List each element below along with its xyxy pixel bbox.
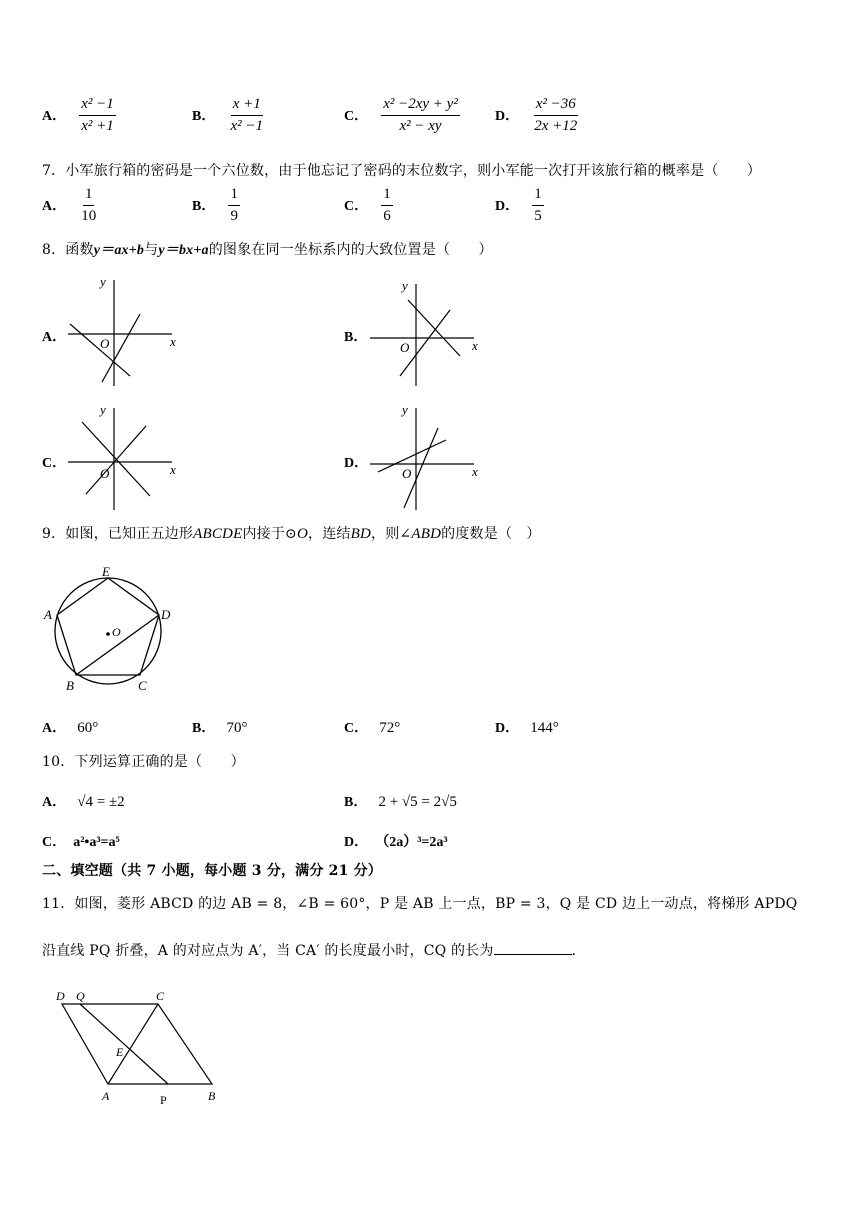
option-label: A．: [42, 109, 67, 124]
origin-label: O: [400, 340, 410, 355]
label-b: B: [208, 1089, 216, 1103]
section-heading: 二、填空题（共 7 小题，每小题 3 分，满分 21 分）: [42, 863, 383, 879]
label-o: O: [112, 625, 121, 639]
origin-label: O: [100, 336, 110, 351]
q10-text: 10．下列运算正确的是（ ）: [42, 754, 245, 770]
fraction: $\frac{1}{10}$: [81, 186, 97, 224]
q8-graph-d: [368, 398, 484, 516]
y-axis-label: y: [402, 278, 408, 293]
q9-options: [42, 717, 842, 737]
segment-pq: [80, 1004, 168, 1084]
label-d: D: [161, 607, 171, 622]
q10-option-c: C． a²•a³=a⁵: [42, 835, 120, 850]
q9-text: 9．如图，已知正五边形ABCDE内接于⊙O，连结BD，则∠ABD的度数是（ ）: [42, 526, 541, 542]
q8-option-c-label: C．: [42, 456, 67, 471]
diagonal-ac: [108, 1004, 158, 1084]
segment-bd: [76, 615, 159, 675]
q7-options: [42, 186, 842, 232]
q6-option-d: [495, 96, 579, 135]
q8-graph-a: [66, 272, 182, 390]
label-p: P: [160, 1093, 167, 1107]
fraction: $\frac{1}{9}$: [230, 186, 238, 224]
x-axis-label: x: [472, 338, 478, 353]
fraction: $\frac{1}{5}$: [534, 186, 542, 224]
label-e: E: [116, 1045, 124, 1059]
q7-option-d: D． $\frac{1}{5}$: [495, 186, 542, 224]
q9-option-c: C． 72°: [344, 720, 401, 736]
center-point: [106, 632, 110, 636]
label-c: C: [138, 678, 147, 693]
label-q: Q: [76, 989, 85, 1003]
q6-option-c: [344, 96, 460, 135]
q10-option-b: B． 2 + √5 = 2√5: [344, 794, 457, 810]
x-axis-label: x: [170, 462, 176, 477]
y-axis-label: y: [100, 402, 106, 417]
q8-option-d-label: D．: [344, 456, 369, 471]
label-a: A: [102, 1089, 110, 1103]
q7-option-c: C． $\frac{1}{6}$: [344, 186, 391, 224]
fraction: $\frac{\text{x² −2xy + y²}}{\text{x² − xy}}$: [383, 96, 458, 134]
q9-option-b: B． 70°: [192, 720, 248, 736]
q8-option-a-label: A．: [42, 330, 67, 345]
x-axis-label: x: [170, 334, 176, 349]
q6-options: [42, 96, 842, 144]
x-axis-label: x: [472, 464, 478, 479]
option-label: B．: [192, 109, 216, 124]
origin-label: O: [402, 466, 412, 481]
q7-option-b: B． $\frac{1}{9}$: [192, 186, 238, 224]
fraction: $\frac{\text{x² −36}}{2x +12}$: [534, 96, 578, 134]
q8-graph-b: [368, 272, 484, 390]
q7-text: 7．小军旅行箱的密码是一个六位数，由于他忘记了密码的末位数字，则小军能一次打开该旅行箱的概率是（ ）: [42, 163, 762, 179]
origin-label: O: [100, 466, 110, 481]
q6-option-a: [42, 96, 116, 135]
q8-option-b-label: B．: [344, 330, 368, 345]
answer-blank[interactable]: [494, 940, 572, 955]
q9-option-d: D． 144°: [495, 720, 559, 736]
q8-text: 8．函数y＝ax+b与y＝bx+a的图象在同一坐标系内的大致位置是（ ）: [42, 242, 493, 258]
line-1: [378, 440, 446, 472]
label-c: C: [156, 989, 165, 1003]
option-label: C．: [344, 109, 369, 124]
circle-o: [55, 578, 161, 684]
q11-line-2: 沿直线 PQ 折叠，A 的对应点为 A′，当 CA′ 的长度最小时，CQ 的长为 ．: [42, 940, 586, 960]
y-axis-label: y: [100, 274, 106, 289]
q9-option-a: A． 60°: [42, 720, 99, 736]
q11-rhombus-figure: [50, 984, 230, 1110]
y-axis-label: y: [402, 402, 408, 417]
label-e: E: [102, 564, 110, 579]
fraction: $\frac{x +1}{\text{x² −1}}$: [230, 96, 263, 134]
q9-pentagon-figure: [42, 564, 178, 694]
fraction: $\frac{1}{6}$: [383, 186, 391, 224]
q10-option-a: A． √4 = ±2: [42, 794, 125, 810]
rhombus-abcd: [62, 1004, 212, 1084]
label-a: A: [44, 607, 52, 622]
fraction: $\frac{\text{x² −1}}{\text{x² +1}}$: [81, 96, 114, 134]
option-label: D．: [495, 109, 520, 124]
label-d: D: [56, 989, 65, 1003]
q10-option-d: D． （2a）³=2a³: [344, 835, 448, 850]
q6-option-b: [192, 96, 265, 135]
q8-graph-c: [66, 398, 182, 516]
q7-option-a: A． $\frac{1}{10}$: [42, 186, 97, 224]
label-b: B: [66, 678, 74, 693]
q11-line-1: 11．如图，菱形 ABCD 的边 AB = 8，∠B = 60°，P 是 AB 上一点，BP = 3，Q 是 CD 边上一动点，将梯形 APDQ: [42, 896, 798, 912]
